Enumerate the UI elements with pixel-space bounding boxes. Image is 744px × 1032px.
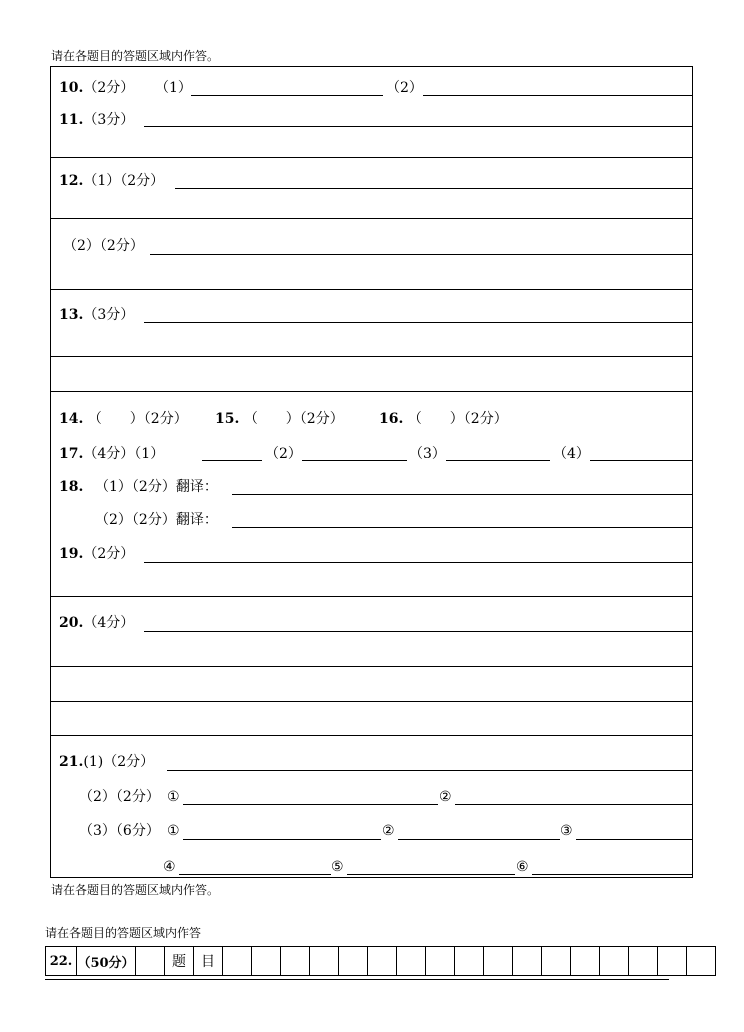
- q13-answer-line[interactable]: [144, 322, 692, 323]
- grid-cell[interactable]: [455, 947, 484, 976]
- grid-cell[interactable]: [136, 947, 165, 976]
- q21-marker-2b: ②: [382, 823, 395, 839]
- row-separator: [51, 701, 692, 702]
- q21-marker-6: ⑥: [516, 859, 529, 875]
- q20-answer-line[interactable]: [144, 631, 692, 632]
- q10-answer-line-2[interactable]: [423, 95, 692, 96]
- q21-marker-2: ②: [439, 789, 452, 805]
- row-separator: [51, 218, 692, 219]
- q18-part2-answer-line[interactable]: [232, 527, 692, 528]
- q10-part1-label: （1）: [155, 80, 192, 96]
- q17-answer-line-4[interactable]: [590, 460, 692, 461]
- q17-answer-line-2[interactable]: [302, 460, 407, 461]
- q12-part2-answer-line[interactable]: [150, 254, 692, 255]
- q10-label: 10.（2分）: [59, 80, 135, 96]
- q12-part1-answer-line[interactable]: [175, 188, 692, 189]
- grid-cell-char[interactable]: 目: [194, 947, 223, 976]
- q22-number: 22.: [46, 947, 77, 976]
- grid-cell[interactable]: [687, 947, 716, 976]
- row-separator: [51, 596, 692, 597]
- instruction-top: 请在各题目的答题区域内作答。: [51, 49, 220, 63]
- q11-label: 11.（3分）: [59, 112, 135, 128]
- grid-cell[interactable]: [658, 947, 687, 976]
- q21-part3-answer-line-5[interactable]: [347, 874, 515, 875]
- q14-label: 14. （ ）（2分）: [59, 411, 188, 427]
- q17-part4-label: （4）: [553, 446, 590, 462]
- q21-part3-label: （3）（6分）: [79, 823, 160, 839]
- q19-answer-line[interactable]: [144, 562, 692, 563]
- grid-cell[interactable]: [571, 947, 600, 976]
- q18-label: 18.: [59, 479, 84, 495]
- grid-cell-char[interactable]: 题: [165, 947, 194, 976]
- q20-label: 20.（4分）: [59, 615, 135, 631]
- q21-marker-1: ①: [167, 789, 180, 805]
- q21-marker-5: ⑤: [331, 859, 344, 875]
- q18-part2-label: （2）（2分）翻译：: [95, 512, 218, 528]
- row-separator: [51, 666, 692, 667]
- q17-part2-label: （2）: [265, 446, 302, 462]
- q21-marker-1b: ①: [167, 823, 180, 839]
- q22-score: （50分）: [77, 947, 136, 976]
- grid-underline: [45, 979, 669, 980]
- grid-cell[interactable]: [484, 947, 513, 976]
- grid-cell[interactable]: [368, 947, 397, 976]
- q21-part3-answer-line-2[interactable]: [398, 839, 560, 840]
- instruction-bottom: 请在各题目的答题区域内作答。: [51, 883, 220, 897]
- row-separator: [51, 735, 692, 736]
- q17-answer-line-1[interactable]: [202, 460, 262, 461]
- grid-cell[interactable]: [310, 947, 339, 976]
- row-separator: [51, 157, 692, 158]
- q21-part3-answer-line-3[interactable]: [576, 839, 692, 840]
- grid-cell[interactable]: [513, 947, 542, 976]
- essay-grid: [45, 946, 716, 976]
- q21-marker-3: ③: [560, 823, 573, 839]
- q12-part2-label: （2）（2分）: [63, 238, 144, 254]
- row-separator: [51, 356, 692, 357]
- grid-cell[interactable]: [397, 947, 426, 976]
- grid-cell[interactable]: [600, 947, 629, 976]
- grid-cell[interactable]: [339, 947, 368, 976]
- q13-label: 13.（3分）: [59, 307, 135, 323]
- grid-cell[interactable]: [223, 947, 252, 976]
- q15-label: 15. （ ）（2分）: [215, 411, 344, 427]
- q12-label: 12.（1）（2分）: [59, 173, 165, 189]
- q18-part1-answer-line[interactable]: [232, 494, 692, 495]
- q17-part3-label: （3）: [409, 446, 446, 462]
- q16-label: 16. （ ）（2分）: [379, 411, 508, 427]
- answer-sheet: [50, 66, 693, 878]
- q17-label: 17.（4分）（1）: [59, 446, 165, 462]
- q10-part2-label: （2）: [386, 80, 423, 96]
- row-separator: [51, 391, 692, 392]
- q21-part1-answer-line[interactable]: [167, 770, 692, 771]
- q21-part3-answer-line-4[interactable]: [179, 874, 331, 875]
- q21-part2-answer-line-1[interactable]: [183, 804, 438, 805]
- row-separator: [51, 289, 692, 290]
- q21-part2-label: （2）（2分）: [79, 789, 160, 805]
- instruction-section22: 请在各题目的答题区域内作答: [45, 926, 202, 940]
- q19-label: 19.（2分）: [59, 546, 135, 562]
- q10-answer-line-1[interactable]: [191, 95, 383, 96]
- grid-cell[interactable]: [252, 947, 281, 976]
- q21-marker-4: ④: [163, 859, 176, 875]
- grid-cell[interactable]: [542, 947, 571, 976]
- grid-cell[interactable]: [281, 947, 310, 976]
- q18-part1-label: （1）（2分）翻译：: [95, 479, 218, 495]
- grid-cell[interactable]: [629, 947, 658, 976]
- q21-label: 21.(1)（2分）: [59, 754, 155, 770]
- q21-part2-answer-line-2[interactable]: [455, 804, 692, 805]
- grid-cell[interactable]: [426, 947, 455, 976]
- q17-answer-line-3[interactable]: [446, 460, 550, 461]
- q11-answer-line[interactable]: [144, 126, 692, 127]
- q21-part3-answer-line-1[interactable]: [183, 839, 381, 840]
- q21-part3-answer-line-6[interactable]: [532, 874, 692, 875]
